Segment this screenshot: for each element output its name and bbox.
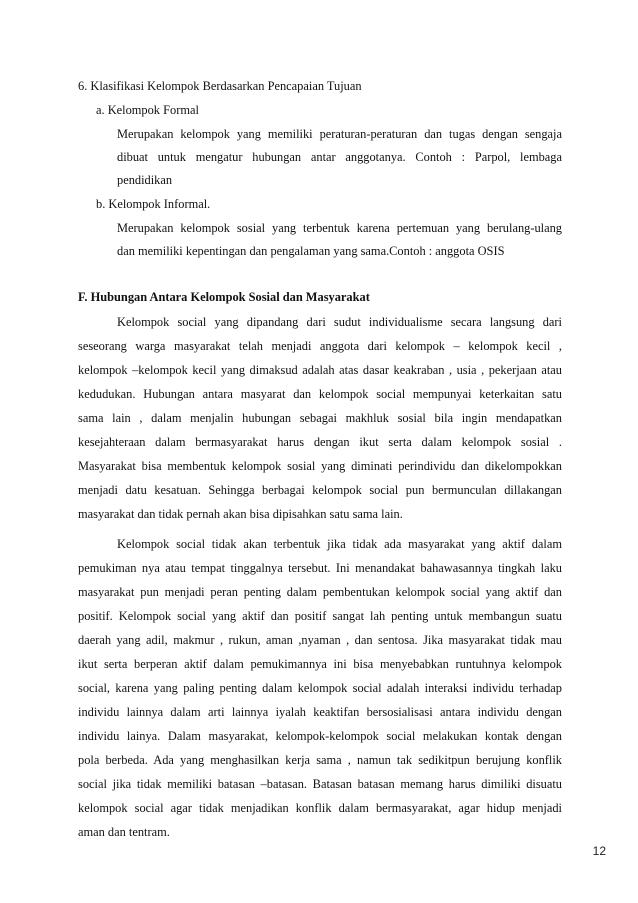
paragraph-2-line: pola berbeda. Ada yang menghasilkan kerja sama , namun tak sedikitpun berujung konflik: [78, 753, 562, 767]
item-a-line: dibuat untuk mengatur hubungan antar anggotanya. Contoh : Parpol, lembaga: [117, 150, 562, 164]
paragraph-1-line: Kelompok social yang dipandang dari sudut individualisme secara langsung dari: [117, 315, 562, 329]
paragraph-2-line: Kelompok social tidak akan terbentuk jika tidak ada masyarakat yang aktif dalam: [117, 537, 562, 551]
paragraph-2-line: individu lainnya dalam arti lainnya iyalah keaktifan bersosialisasi antara individu dengan: [78, 705, 562, 719]
paragraph-1-line: masyarakat dan tidak pernah akan bisa dipisahkan satu sama lain.: [78, 507, 403, 521]
item-a-line: Merupakan kelompok yang memiliki peraturan-peraturan dan tugas dengan sengaja: [117, 127, 562, 141]
paragraph-1-line: menjadi datu kesatuan. Sehingga berbagai kelompok social pun bermunculan dillakangan: [78, 483, 562, 497]
item-b-line: dan memiliki kepentingan dan pengalaman yang sama.Contoh : anggota OSIS: [117, 244, 505, 258]
paragraph-2-line: social, karena yang paling penting dalam kelompok social adalah interaksi individu terhadap: [78, 681, 562, 695]
item-a-label: a. Kelompok Formal: [96, 103, 199, 117]
paragraph-2-line: individu lainya. Dalam masyarakat, kelompok-kelompok social melakukan kontak dengan: [78, 729, 562, 743]
paragraph-2-line: ikut serta berperan aktif dalam pemukimannya ini bisa menyebabkan runtuhnya kelompok: [78, 657, 562, 671]
section-f-heading: F. Hubungan Antara Kelompok Sosial dan Masyarakat: [78, 290, 370, 304]
item-b-label: b. Kelompok Informal.: [96, 197, 211, 211]
item-b-line: Merupakan kelompok sosial yang terbentuk karena pertemuan yang berulang-ulang: [117, 221, 562, 235]
paragraph-1-line: kelompok –kelompok kecil yang dimaksud adalah atas dasar keakraban , usia , pekerjaan atau: [78, 363, 562, 377]
paragraph-1-line: sama lain , dalam menjalin hubungan sebagai makhluk sosial bila ingin mendapatkan: [78, 411, 562, 425]
paragraph-2-line: pemukiman nya atau tempat tinggalnya tersebut. Ini menandakat bahawasannya tingkah laku: [78, 561, 562, 575]
item-a-line: pendidikan: [117, 173, 173, 187]
paragraph-1-line: kesejahteraan dalam bermasyarakat harus dengan ikut serta dalam kelompok sosial .: [78, 435, 562, 449]
paragraph-2-line: kelompok social agar tidak menjadikan konflik dalam bermasyarakat, agar hidup menjadi: [78, 801, 562, 815]
paragraph-2-line: masyarakat pun menjadi peran penting dalam pembentukan kelompok social yang aktif dan: [78, 585, 562, 599]
paragraph-2-line: aman dan tentram.: [78, 825, 170, 839]
paragraph-2-line: positif. Kelompok social yang aktif dan positif sangat lah penting untuk membangun suatu: [78, 609, 562, 623]
paragraph-2-line: daerah yang adil, makmur , rukun, aman ,nyaman , dan sentosa. Jika masyarakat tidak mau: [78, 633, 562, 647]
page-number: 12: [592, 844, 606, 858]
paragraph-1-line: seseorang warga masyarakat telah menjadi anggota dari kelompok – kelompok kecil ,: [78, 339, 562, 353]
paragraph-1-line: kedudukan. Hubungan antara masyarat dan kelompok social mempunyai keterkaitan satu: [78, 387, 562, 401]
section-6-title: 6. Klasifikasi Kelompok Berdasarkan Pencapaian Tujuan: [78, 79, 362, 93]
paragraph-1-line: Masyarakat bisa membentuk kelompok sosial yang diminati perindividu dan dikelompokkan: [78, 459, 562, 473]
paragraph-2-line: social jika tidak memiliki batasan –batasan. Batasan batasan memang harus dimiliki disuatu: [78, 777, 562, 791]
